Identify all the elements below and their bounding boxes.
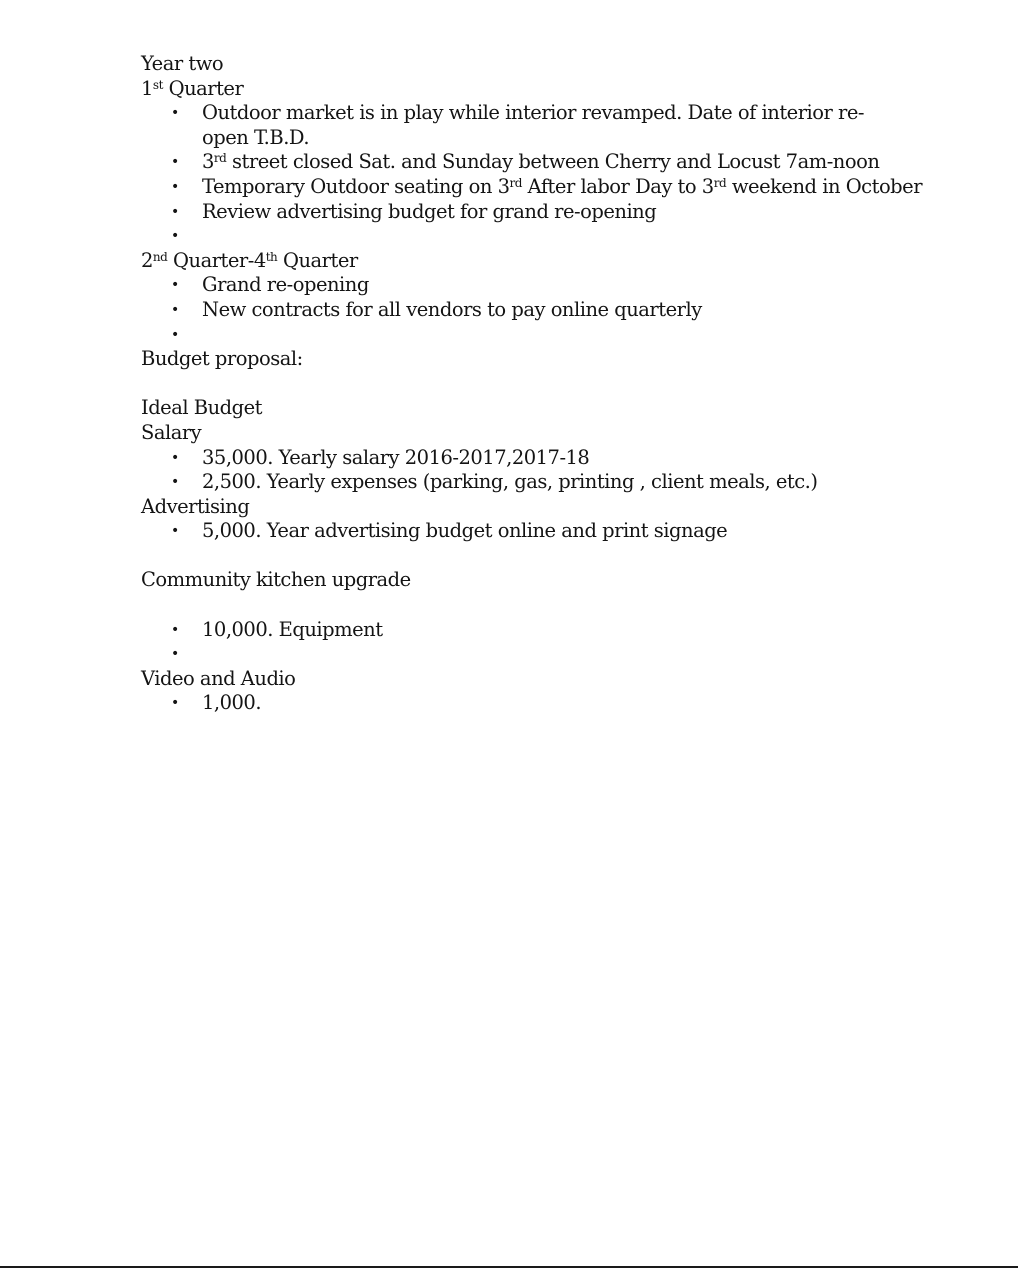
spacer xyxy=(141,544,901,569)
document-body xyxy=(141,52,923,716)
list-item: • Review advertising budget for grand re-opening xyxy=(171,199,657,223)
ideal-budget-heading: Ideal Budget xyxy=(141,396,263,420)
salary-heading: Salary xyxy=(141,420,202,444)
list-item: • Temporary Outdoor seating on 3rd After labor Day to 3rd weekend in October xyxy=(171,174,923,198)
list-item: • 1,000. xyxy=(171,691,262,715)
bullet-icon: • xyxy=(171,203,179,220)
spacer xyxy=(141,372,901,397)
list-item: • 3rd street closed Sat. and Sunday between Cherry and Locust 7am-noon xyxy=(171,150,880,174)
bullet-icon: • xyxy=(171,621,179,638)
q1-heading: 1st Quarter xyxy=(141,76,244,100)
bullet-icon: • xyxy=(171,154,179,171)
bullet-icon: • xyxy=(171,695,179,712)
bullet-icon: • xyxy=(171,105,179,122)
budget-proposal-heading: Budget proposal: xyxy=(141,347,303,371)
bullet-icon: • xyxy=(171,523,179,540)
bullet-icon: • xyxy=(171,228,179,245)
advertising-heading: Advertising xyxy=(141,494,250,518)
advertising-list xyxy=(141,519,901,544)
kitchen-list xyxy=(141,618,901,667)
video-list xyxy=(141,691,901,716)
bullet-icon: • xyxy=(171,449,179,466)
video-heading: Video and Audio xyxy=(141,666,296,690)
list-item-empty xyxy=(141,642,901,667)
list-item: • Outdoor market is in play while interior revamped. Date of interior re-open T.B.D. xyxy=(171,101,864,149)
bullet-icon: • xyxy=(171,326,179,343)
list-item: • Grand re-opening xyxy=(171,273,369,297)
salary-list xyxy=(141,446,901,495)
q2-heading: 2nd Quarter-4th Quarter xyxy=(141,248,358,272)
bullet-icon: • xyxy=(171,301,179,318)
page-bottom-border xyxy=(0,1266,1018,1268)
bullet-icon: • xyxy=(171,646,179,663)
q2-list xyxy=(141,273,901,347)
list-item: • New contracts for all vendors to pay online quarterly xyxy=(171,297,702,321)
year-heading: Year two xyxy=(141,52,224,75)
list-item: • 5,000. Year advertising budget online and print signage xyxy=(171,519,728,543)
bullet-icon: • xyxy=(171,178,179,195)
kitchen-heading: Community kitchen upgrade xyxy=(141,568,411,592)
list-item: • 2,500. Yearly expenses (parking, gas, printing , client meals, etc.) xyxy=(171,470,818,494)
bullet-icon: • xyxy=(171,277,179,294)
list-item: • 10,000. Equipment xyxy=(171,617,383,641)
q1-list xyxy=(141,101,923,249)
spacer xyxy=(141,593,901,618)
list-item-empty xyxy=(141,224,901,249)
list-item-empty xyxy=(141,323,901,348)
list-item: • 35,000. Yearly salary 2016-2017,2017-18 xyxy=(171,445,590,469)
bullet-icon: • xyxy=(171,474,179,491)
